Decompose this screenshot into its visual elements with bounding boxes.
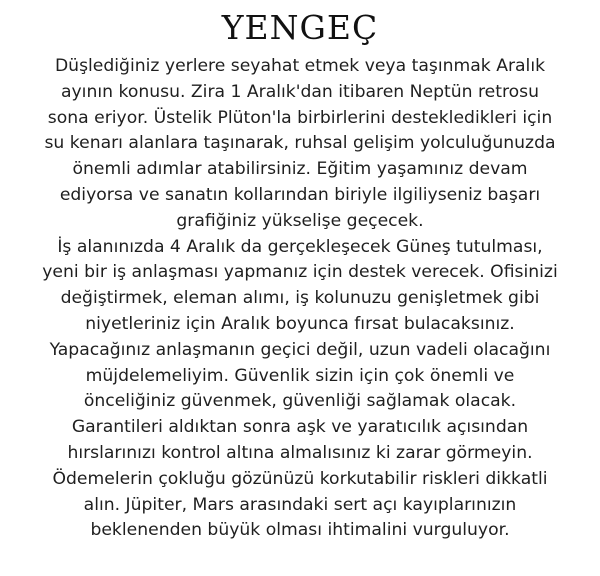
text-line: önemli adımlar atabilirsiniz. Eğitim yaşamınız devam <box>72 159 528 180</box>
text-line: Garantileri aldıktan sonra aşk ve yaratıcılık açısından <box>71 417 529 438</box>
text-line: su kenarı alanlara taşınarak, ruhsal gelişim yolculuğunuzda <box>44 133 556 154</box>
text-line: Düşlediğiniz yerlere seyahat etmek veya taşınmak Aralık <box>54 56 546 76</box>
text-line: önceliğiniz güvenmek, güvenliği sağlamak olacak. <box>83 391 517 412</box>
text-line: değiştirmek, eleman alımı, iş kolunuzu genişletmek gibi <box>60 288 540 309</box>
text-line: beklenenden büyük olması ihtimalini vurguluyor. <box>90 520 510 541</box>
page-title: YENGEÇ <box>221 8 379 47</box>
horoscope-text <box>0 54 600 544</box>
text-line: niyetleriniz için Aralık boyunca fırsat bulacaksınız. <box>85 313 515 334</box>
text-line: grafiğiniz yükselişe geçecek. <box>176 210 424 231</box>
text-line: ediyorsa ve sanatın kollarından biriyle ilgiliyseniz başarı <box>59 184 541 205</box>
text-line: müjdelemeliyim. Güvenlik sizin için çok önemli ve <box>85 365 515 386</box>
text-line: alın. Jüpiter, Mars arasındaki sert açı kayıplarınızın <box>83 494 517 515</box>
text-line: hırslarınızı kontrol altına almalısınız ki zarar görmeyin. <box>67 442 533 463</box>
text-line: sona eriyor. Üstelik Plüton'la birbirlerini destekledikleri için <box>47 107 553 128</box>
text-line: ayının konusu. Zira 1 Aralık'dan itibaren Neptün retrosu <box>60 81 540 102</box>
text-line: İş alanınızda 4 Aralık da gerçekleşecek Güneş tutulması, <box>57 236 543 257</box>
text-line: Yapacağınız anlaşmanın geçici değil, uzun vadeli olacağını <box>49 339 551 360</box>
text-line: Ödemelerin çokluğu gözünüzü korkutabilir riskleri dikkatli <box>52 468 548 489</box>
text-line: yeni bir iş anlaşması yapmanız için destek verecek. Ofisinizi <box>42 262 558 283</box>
